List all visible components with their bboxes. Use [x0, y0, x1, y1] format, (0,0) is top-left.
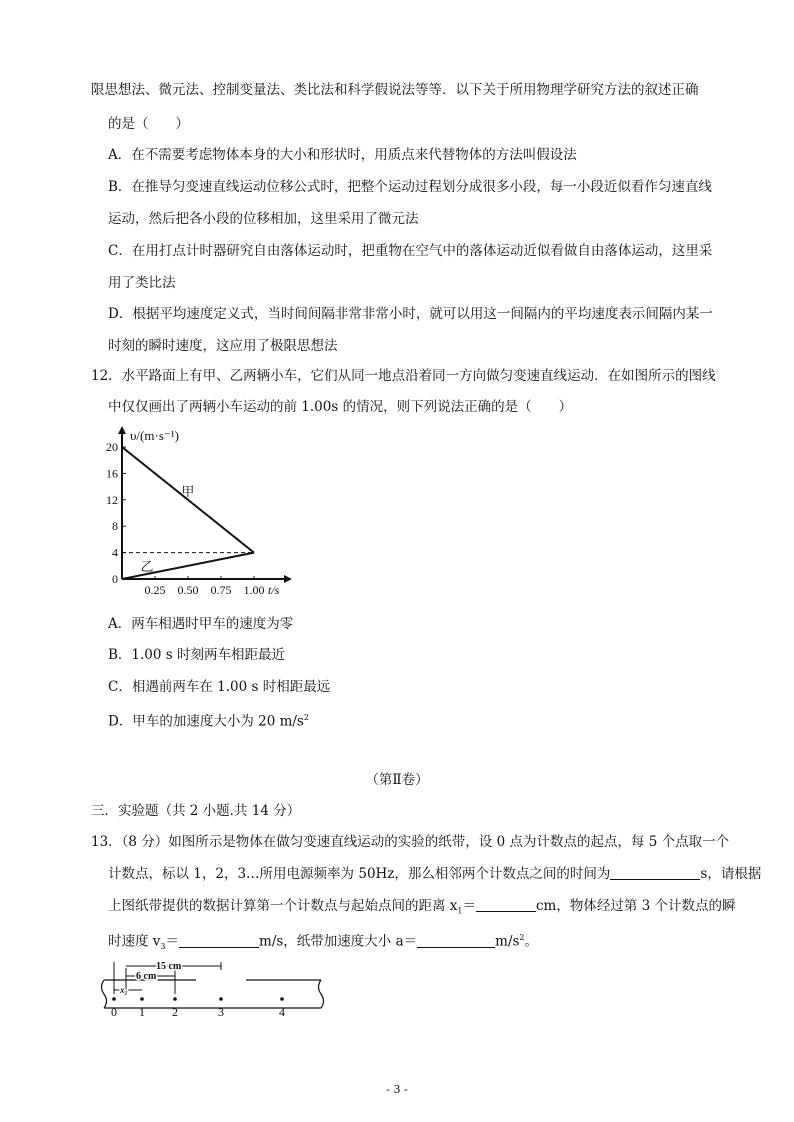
tape-right-wave	[319, 980, 324, 1008]
q12-stem-line1: 12．水平路面上有甲、乙两辆小车，它们从同一地点沿着同一方向做匀变速直线运动．在如图所示的图线	[91, 368, 716, 384]
tape-point-0	[112, 997, 116, 1001]
q13-line3-eq: ＝	[462, 898, 476, 914]
y-axis-label: υ/(m·s⁻¹)	[130, 428, 179, 443]
y-axis-arrow	[118, 426, 126, 434]
part2-title: （第Ⅱ卷）	[365, 772, 429, 788]
q13-line3-text-c: cm，物体经过第 3 个计数点的瞬	[536, 898, 736, 914]
x-axis-label: t/s	[268, 583, 280, 597]
q13-line4-sup: 2	[519, 933, 525, 942]
q11-option-b-line2: 运动，然后把各小段的位移相加，这里采用了微元法	[108, 211, 419, 227]
x-axis-arrow	[284, 575, 292, 583]
q13-line2	[108, 864, 761, 884]
acceleration-answer-blank[interactable]	[417, 933, 495, 948]
series-line-1	[122, 447, 254, 553]
q12-option-b: B．1.00 s 时刻两车相距最近	[108, 647, 285, 663]
x-tick-label: 0.75	[210, 583, 232, 597]
q12-option-d-text: D．甲车的加速度大小为 20 m/s	[108, 713, 304, 730]
q12-option-d-sup: 2	[303, 713, 309, 722]
period-answer-blank[interactable]	[610, 865, 700, 880]
tape-point-4	[280, 997, 284, 1001]
q13-line4-eq: ＝	[165, 933, 180, 950]
q11-option-d-line2: 时刻的瞬时速度，这应用了极限思想法	[108, 338, 338, 354]
series-label-1: 甲	[181, 483, 195, 499]
q13-line3-text-a: 上图纸带提供的数据计算第一个计数点与起始点间的距离 x	[108, 898, 458, 914]
q12-option-c: C．相遇前两车在 1.00 s 时相距最远	[108, 679, 331, 695]
x-tick-label: 0.50	[177, 583, 199, 597]
q13-line1: 13．（8 分）如图所示是物体在做匀变速直线运动的实验的纸带，设 0 点为计数点的起点，每 5 个点取一个	[91, 834, 730, 850]
x-tick-label: 0.25	[144, 583, 166, 597]
dim-6cm-label: 6 cm	[136, 971, 157, 982]
q11-stem-line1: 限思想法、微元法、控制变量法、类比法和科学假说法等等．以下关于所用物理学研究方法的叙述正确	[91, 82, 699, 98]
paper-tape-figure	[96, 958, 328, 1020]
y-tick-label: 20	[106, 440, 118, 454]
tape-point-label-2: 2	[172, 1005, 178, 1019]
q12-option-a: A．两车相遇时甲车的速度为零	[108, 616, 294, 632]
q12-option-d	[108, 708, 309, 732]
y-tick-label: 8	[112, 519, 118, 534]
series-label-2: 乙	[140, 559, 154, 575]
q11-stem-line2: 的是（ ）	[108, 116, 189, 132]
q11-option-b-line1: B．在推导匀变速直线运动位移公式时，把整个运动过程划分成很多小段，每一小段近似看作匀速直线	[108, 179, 712, 195]
y-tick-label: 0	[112, 572, 118, 586]
q11-option-a: A．在不需要考虑物体本身的大小和形状时，用质点来代替物体的方法叫假设法	[108, 147, 577, 163]
x-tick-label: 1.00	[243, 583, 265, 597]
tape-point-label-1: 1	[139, 1005, 145, 1019]
section-title: 三．实验题（共 2 小题.共 14 分）	[91, 803, 301, 819]
tape-point-label-0: 0	[111, 1005, 117, 1019]
q13-line3-sub: 1	[457, 906, 463, 916]
y-tick-label: 16	[106, 466, 118, 481]
y-tick-label: 12	[106, 492, 118, 507]
page-number: - 3 -	[386, 1083, 408, 1096]
v3-answer-blank[interactable]	[179, 933, 259, 948]
q11-option-c-line1: C．在用打点计时器研究自由落体运动时，把重物在空气中的落体运动近似看做自由落体运动，这里采	[108, 243, 713, 259]
q13-line2-text-a: 计数点，标以 1，2，3…所用电源频率为 50Hz，那么相邻两个计数点之间的时间为	[108, 866, 611, 882]
q13-line4-text-a: 时速度 v	[108, 933, 161, 950]
q12-stem-line2: 中仅仅画出了两辆小车运动的前 1.00s 的情况，则下列说法正确的是（ ）	[108, 399, 573, 415]
vt-graph	[106, 420, 310, 605]
y-tick-label: 4	[112, 545, 118, 560]
q13-line4	[108, 928, 538, 957]
tape-point-label-3: 3	[218, 1005, 224, 1019]
dim-15cm-label: 15 cm	[156, 961, 182, 972]
q11-option-c-line2: 用了类比法	[108, 275, 176, 291]
q13-line4-sub: 3	[160, 942, 166, 952]
dim-x1-label: x₁	[120, 985, 128, 995]
tape-point-1	[140, 997, 144, 1001]
tape-point-2	[173, 997, 177, 1001]
q11-option-d-line1: D．根据平均速度定义式，当时间间隔非常非常小时，就可以用这一间隔内的平均速度表示间隔内某一	[108, 306, 713, 322]
tape-left-wave	[102, 980, 107, 1008]
q13-line2-text-b: s，请根据	[700, 866, 762, 882]
q13-line4-text-d: m/s	[495, 933, 520, 950]
q13-line4-text-c: m/s，纸带加速度大小 a＝	[259, 933, 418, 950]
q13-line4-text-e: 。	[524, 933, 539, 950]
q13-line3	[108, 896, 736, 922]
tape-point-3	[219, 997, 223, 1001]
tape-point-label-4: 4	[279, 1005, 285, 1019]
x1-answer-blank[interactable]	[476, 897, 536, 912]
